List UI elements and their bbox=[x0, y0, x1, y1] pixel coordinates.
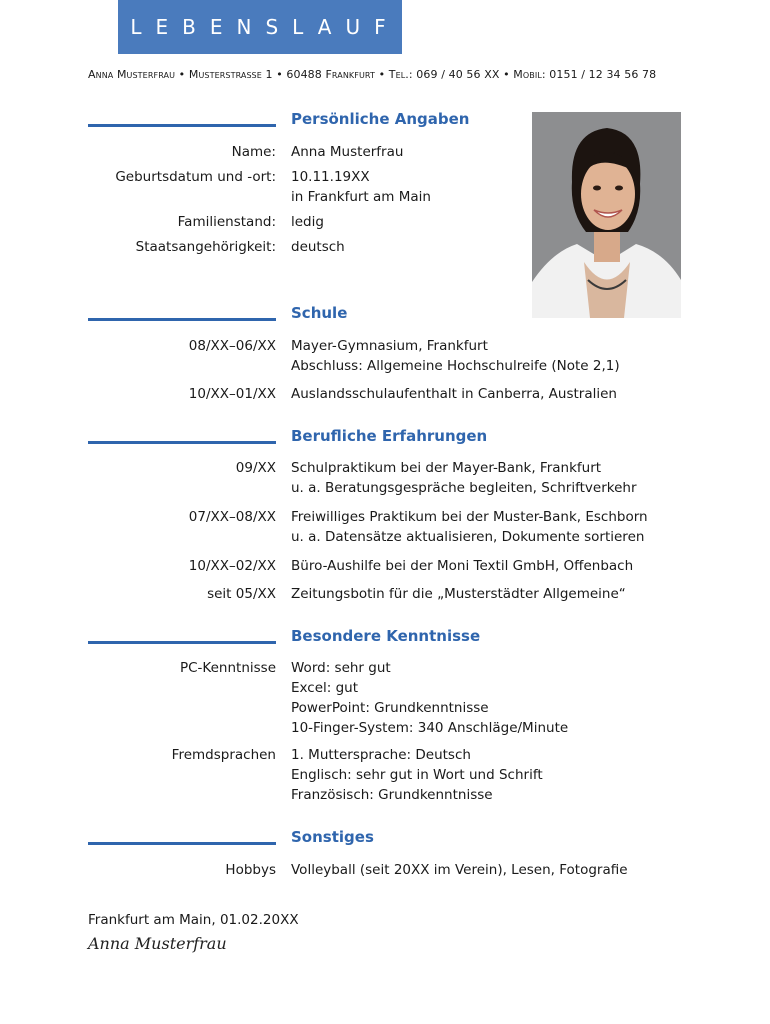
school-entry-line: Auslandsschulaufenthalt in Canberra, Australien bbox=[291, 386, 617, 402]
nationality-label: Staatsangehörigkeit: bbox=[135, 239, 276, 255]
languages-label: Fremdsprachen bbox=[171, 747, 276, 763]
contact-line bbox=[88, 68, 708, 81]
section-heading-other: Sonstiges bbox=[291, 828, 374, 846]
separator: • bbox=[378, 68, 386, 81]
birth-place: in Frankfurt am Main bbox=[291, 189, 431, 205]
nationality-text: deutsch bbox=[291, 239, 345, 255]
work-entry-line: u. a. Datensätze aktualisieren, Dokumente sortieren bbox=[291, 529, 645, 545]
family-value bbox=[291, 212, 324, 232]
birth-value bbox=[291, 167, 431, 207]
hobbies-label: Hobbys bbox=[225, 862, 276, 878]
section-rule bbox=[88, 441, 276, 444]
pc-skills-label: PC-Kenntnisse bbox=[179, 660, 276, 676]
work-entry-line: Büro-Aushilfe bei der Moni Textil GmbH, Offenbach bbox=[291, 558, 634, 574]
list-item: Französisch: Grundkenntnisse bbox=[291, 787, 493, 803]
section-rule bbox=[88, 124, 276, 127]
separator: • bbox=[276, 68, 283, 81]
work-date: seit 05/XX bbox=[207, 586, 276, 602]
section-rule bbox=[88, 318, 276, 321]
school-entry bbox=[291, 384, 617, 404]
separator: • bbox=[503, 68, 510, 81]
page-title: LEBENSLAUF bbox=[130, 15, 400, 39]
list-item: Word: sehr gut bbox=[291, 660, 391, 676]
work-date: 07/XX–08/XX bbox=[188, 509, 276, 525]
birth-date: 10.11.19XX bbox=[291, 169, 370, 185]
section-rule bbox=[88, 641, 276, 644]
section-rule bbox=[88, 842, 276, 845]
work-entry bbox=[291, 556, 633, 576]
section-heading-work: Berufliche Erfahrungen bbox=[291, 427, 488, 445]
pc-skills-list bbox=[291, 658, 568, 738]
section-heading-school: Schule bbox=[291, 304, 348, 322]
family-text: ledig bbox=[291, 214, 324, 230]
work-entry-line: Freiwilliges Praktikum bei der Muster-Bank, Eschborn bbox=[291, 509, 648, 525]
title-banner bbox=[118, 0, 402, 54]
school-entry-line: Mayer-Gymnasium, Frankfurt bbox=[291, 338, 488, 354]
name-value bbox=[291, 142, 403, 162]
school-date: 08/XX–06/XX bbox=[188, 338, 276, 354]
work-entry-line: Zeitungsbotin für die „Musterstädter Allgemeine“ bbox=[291, 586, 626, 602]
section-heading-skills: Besondere Kenntnisse bbox=[291, 627, 481, 645]
school-entry bbox=[291, 336, 620, 376]
work-date: 09/XX bbox=[235, 460, 276, 476]
hobbies-value bbox=[291, 860, 628, 880]
school-date: 10/XX–01/XX bbox=[188, 386, 276, 402]
work-entry-line: u. a. Beratungsgespräche begleiten, Schriftverkehr bbox=[291, 480, 637, 496]
name-text: Anna Musterfrau bbox=[291, 144, 404, 160]
signature: Anna Musterfrau bbox=[88, 934, 227, 953]
work-entry bbox=[291, 507, 648, 547]
separator: • bbox=[178, 68, 186, 81]
section-heading-personal: Persönliche Angaben bbox=[291, 110, 470, 128]
languages-list bbox=[291, 745, 543, 805]
school-entry-line: Abschluss: Allgemeine Hochschulreife (Note 2,1) bbox=[291, 358, 620, 374]
hobbies-text: Volleyball (seit 20XX im Verein), Lesen, Fotografie bbox=[291, 862, 628, 878]
contact-city: 60488 Frankfurt bbox=[286, 68, 375, 81]
family-label: Familienstand: bbox=[177, 214, 276, 230]
work-entry-line: Schulpraktikum bei der Mayer-Bank, Frankfurt bbox=[291, 460, 602, 476]
profile-photo bbox=[532, 112, 681, 318]
contact-street: Musterstraße 1 bbox=[188, 68, 273, 81]
list-item: 10-Finger-System: 340 Anschläge/Minute bbox=[291, 720, 569, 736]
work-entry bbox=[291, 584, 626, 604]
birth-label: Geburtsdatum und -ort: bbox=[115, 169, 276, 185]
list-item: Excel: gut bbox=[291, 680, 359, 696]
list-item: 1. Muttersprache: Deutsch bbox=[291, 747, 471, 763]
place-date: Frankfurt am Main, 01.02.20XX bbox=[88, 912, 299, 928]
contact-name: Anna Musterfrau bbox=[88, 68, 176, 81]
name-label: Name: bbox=[231, 144, 276, 160]
list-item: Englisch: sehr gut in Wort und Schrift bbox=[291, 767, 543, 783]
nationality-value bbox=[291, 237, 345, 257]
work-entry bbox=[291, 458, 637, 498]
contact-phone: Tel.: 069 / 40 56 XX bbox=[388, 68, 500, 81]
list-item: PowerPoint: Grundkenntnisse bbox=[291, 700, 489, 716]
work-date: 10/XX–02/XX bbox=[188, 558, 276, 574]
contact-mobile: Mobil: 0151 / 12 34 56 78 bbox=[513, 68, 657, 81]
